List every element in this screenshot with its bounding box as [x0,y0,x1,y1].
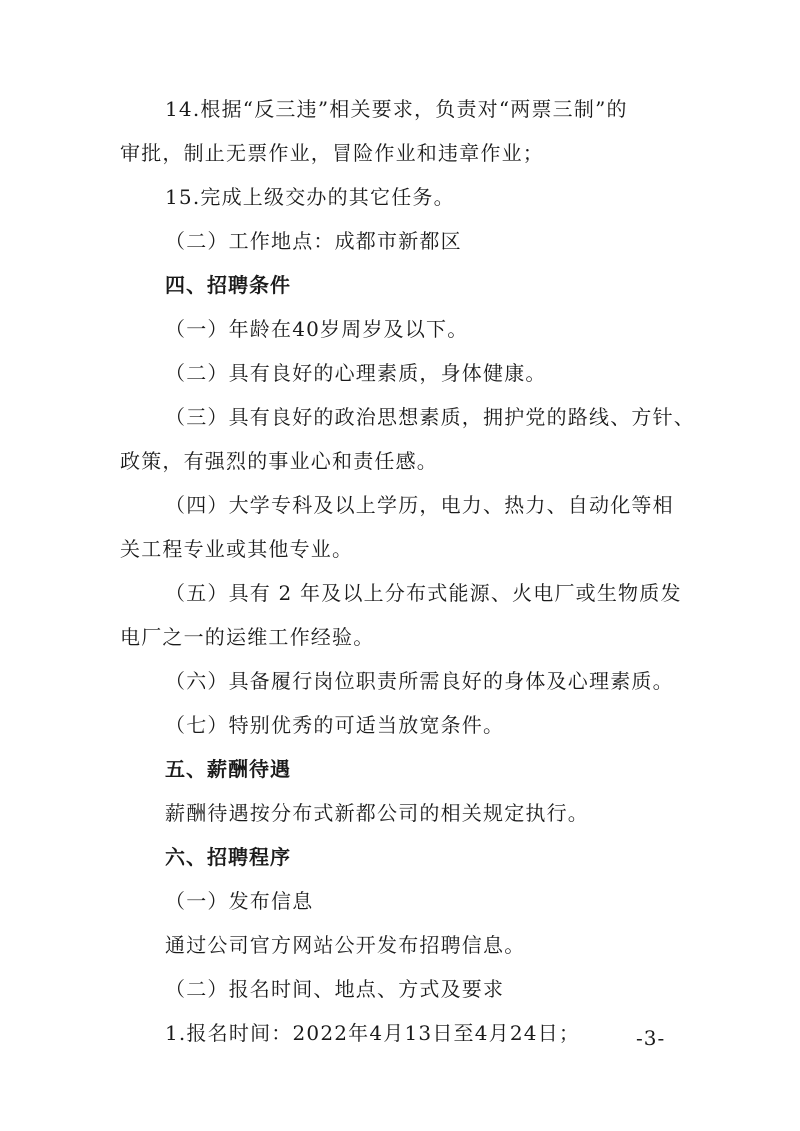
paragraph-line: （一）年龄在40岁周岁及以下。 [165,317,469,341]
paragraph-line: （四）大学专科及以上学历，电力、热力、自动化等相 [165,493,674,517]
section-heading: 四、招聘条件 [165,273,291,297]
paragraph-line: （五）具有 2 年及以上分布式能源、火电厂或生物质发 [165,581,682,605]
paragraph-line: 1.报名时间：2022年4月13日至4月24日； [165,1021,581,1045]
paragraph-line: （一）发布信息 [165,889,314,913]
paragraph-line: 关工程专业或其他专业。 [120,537,354,561]
paragraph-line: （三）具有良好的政治思想素质，拥护党的路线、方针、 [165,405,695,429]
paragraph-line: （六）具备履行岗位职责所需良好的身体及心理素质。 [165,669,674,693]
paragraph-line: 通过公司官方网站公开发布招聘信息。 [165,933,526,957]
paragraph-line: 15.完成上级交办的其它任务。 [165,185,455,209]
paragraph-line: 薪酬待遇按分布式新都公司的相关规定执行。 [165,801,589,825]
paragraph-line: （二）报名时间、地点、方式及要求 [165,977,505,1001]
paragraph-line: （七）特别优秀的可适当放宽条件。 [165,713,505,737]
paragraph-line: 电厂之一的运维工作经验。 [120,625,375,649]
paragraph-line: 审批，制止无票作业，冒险作业和违章作业； [120,141,544,165]
section-heading: 六、招聘程序 [165,845,291,869]
paragraph-line: （二）具有良好的心理素质，身体健康。 [165,361,547,385]
section-heading: 五、薪酬待遇 [165,757,291,781]
paragraph-line: （二）工作地点：成都市新都区 [165,229,462,253]
paragraph-line: 14.根据“反三违”相关要求，负责对“两票三制”的 [165,97,628,121]
paragraph-line: 政策，有强烈的事业心和责任感。 [120,449,438,473]
page-number: -3- [636,1026,666,1050]
